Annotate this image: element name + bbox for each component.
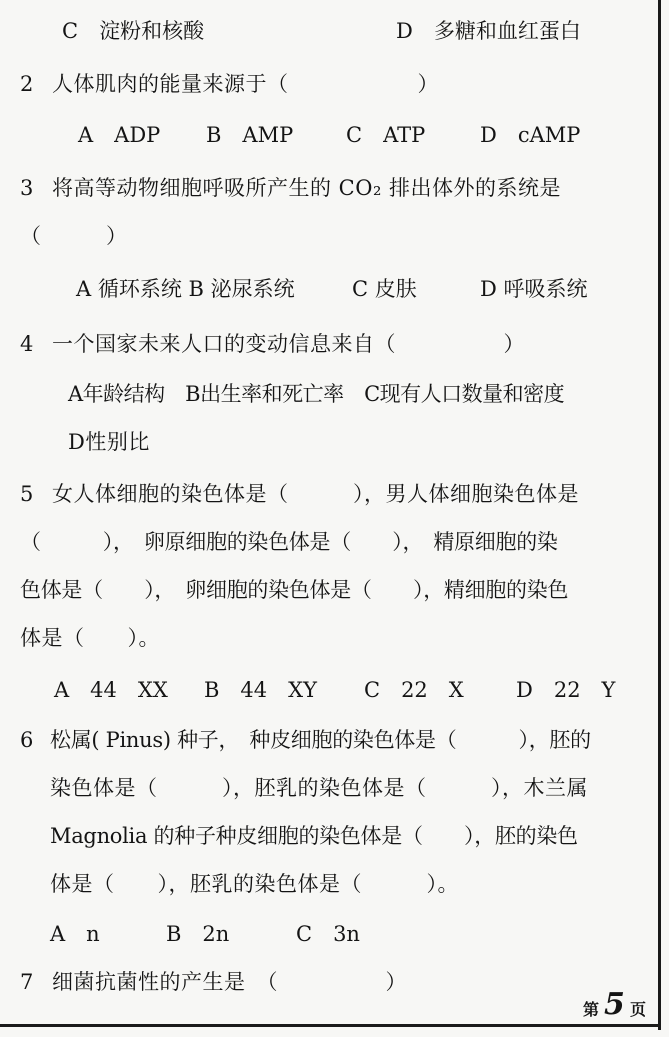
q1-option-d: D 多糖和血红蛋白 [396, 19, 581, 43]
q6-line3: Magnolia 的种子种皮细胞的染色体是（ ），胚的染色 [50, 824, 578, 848]
page-right-border [658, 0, 661, 1030]
q6-option-a: A n [50, 922, 100, 946]
q5-option-b: B 44 XY [204, 678, 317, 702]
q2-stem: 人体肌肉的能量来源于（ ） [52, 72, 439, 96]
q2-option-c: C ATP [346, 123, 426, 147]
q2-option-a: A ADP [78, 123, 161, 147]
q5-option-a: A 44 XX [54, 678, 168, 702]
q4-options-line2: D性别比 [68, 430, 150, 454]
q3-stem-line1: 将高等动物细胞呼吸所产生的 CO₂ 排出体外的系统是 [52, 176, 562, 200]
q4-stem: 一个国家未来人口的变动信息来自（ ） [52, 332, 525, 356]
q2-number: 2 [20, 72, 34, 96]
page-number: 5 [604, 987, 625, 1022]
q5-option-d: D 22 Y [516, 678, 616, 702]
q3-number: 3 [20, 176, 34, 200]
q3-stem-line2: （ ） [20, 224, 128, 248]
page-bottom-border [0, 1024, 660, 1027]
q6-option-b: B 2n [166, 922, 230, 946]
q5-line4: 体是（ ）。 [20, 626, 160, 650]
q5-number: 5 [20, 482, 34, 506]
q5-option-c: C 22 X [364, 678, 464, 702]
q1-option-c: C 淀粉和核酸 [62, 19, 205, 43]
page-label-suffix: 页 [630, 1000, 647, 1019]
q7-number: 7 [20, 970, 34, 994]
q3-option-ab: A 循环系统 B 泌尿系统 [76, 277, 295, 301]
q5-line3: 色体是（ ）， 卵细胞的染色体是（ ），精细胞的染色 [20, 578, 569, 602]
q6-number: 6 [20, 728, 34, 752]
q6-line2: 染色体是（ ），胚乳的染色体是（ ），木兰属 [50, 776, 588, 800]
q2-option-d: D cAMP [480, 123, 581, 147]
q6-option-c: C 3n [296, 922, 360, 946]
q5-line1: 女人体细胞的染色体是（ ），男人体细胞染色体是 [52, 482, 579, 506]
q5-line2: （ ）， 卵原细胞的染色体是（ ）， 精原细胞的染 [20, 530, 558, 554]
q3-option-c: C 皮肤 [352, 277, 417, 301]
q3-option-d: D 呼吸系统 [480, 277, 588, 301]
q2-option-b: B AMP [206, 123, 294, 147]
q6-line1: 松属( Pinus) 种子， 种皮细胞的染色体是（ ），胚的 [50, 728, 591, 752]
page-label-prefix: 第 [583, 1000, 600, 1019]
q4-number: 4 [20, 332, 34, 356]
q4-options-line1: A年龄结构 B出生率和死亡率 C现有人口数量和密度 [68, 382, 565, 406]
q6-line4: 体是（ ），胚乳的染色体是（ ）。 [50, 872, 459, 896]
q7-stem: 细菌抗菌性的产生是 （ ） [52, 970, 407, 994]
